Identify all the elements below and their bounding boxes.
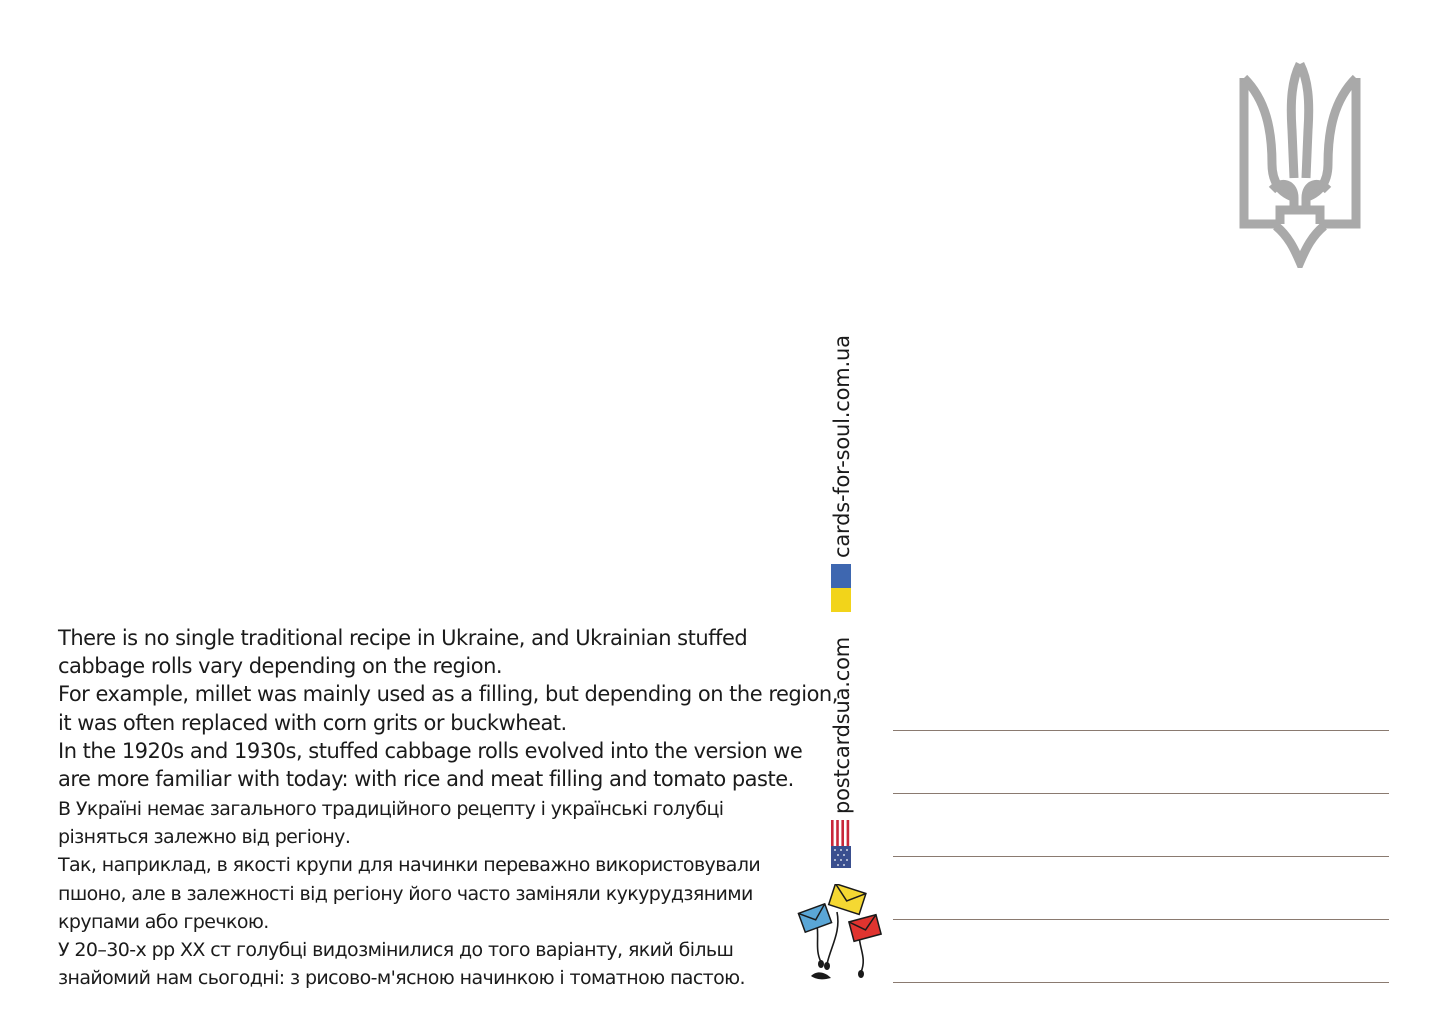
- ukrainian-paragraph: Так, наприклад, в якості крупи для начинки переважно використовували пшоно, але в залежності від регіону його часто заміняли кукурудзяними крупами або гречкою.: [58, 854, 761, 933]
- ukrainian-description: [58, 795, 818, 992]
- flying-envelopes-logo-icon: [797, 884, 889, 984]
- ua-site-url[interactable]: cards-for-soul.com.ua: [830, 335, 854, 558]
- english-paragraph: In the 1920s and 1930s, stuffed cabbage rolls evolved into the version we are more familiar with today: with rice and meat filling and tomato paste.: [58, 738, 803, 792]
- address-line[interactable]: [893, 919, 1389, 920]
- us-site-url[interactable]: postcardsua.com: [830, 636, 854, 814]
- address-line[interactable]: [893, 982, 1389, 983]
- english-paragraph: For example, millet was mainly used as a filling, but depending on the region, it was often replaced with corn grits or buckwheat.: [58, 682, 838, 735]
- trident-coat-of-arms-icon: [1236, 60, 1364, 268]
- usa-flag-icon: [831, 820, 851, 868]
- address-line[interactable]: [893, 856, 1389, 857]
- ukrainian-paragraph: У 20–30-х рр ХХ ст голубці видозмінилися до того варіанту, який більш знайомий нам сьогодні: з рисово-м'ясною начинкою і томатною пастою.: [58, 939, 745, 990]
- address-line[interactable]: [893, 730, 1389, 731]
- english-description: [58, 624, 838, 793]
- ukrainian-paragraph: В Україні немає загального традиційного рецепту і українські голубці різняться залежно від регіону.: [58, 798, 724, 849]
- address-line[interactable]: [893, 793, 1389, 794]
- ukraine-flag-icon: [831, 564, 851, 612]
- english-paragraph: There is no single traditional recipe in Ukraine, and Ukrainian stuffed cabbage rolls vary depending on the region.: [58, 626, 748, 679]
